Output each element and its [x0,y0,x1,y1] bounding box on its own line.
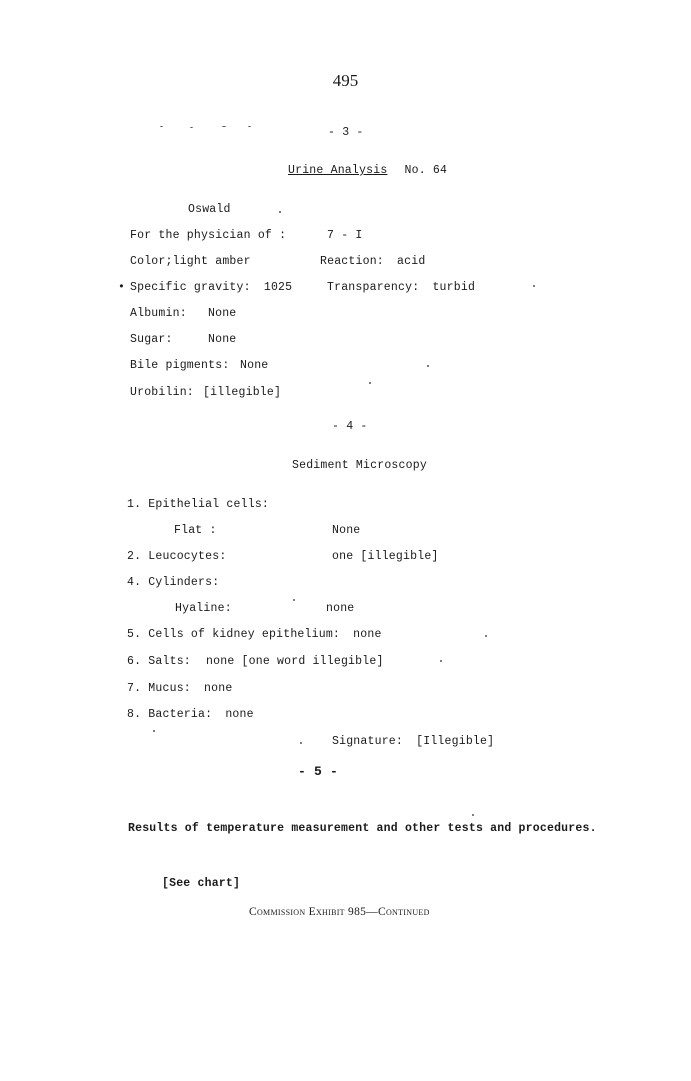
scan-speck [300,742,302,744]
mucus-label: 7. Mucus: [127,682,191,695]
epithelial-label: 1. Epithelial cells: [127,498,270,511]
scan-speck [293,599,295,601]
sediment-title: Sediment Microscopy [292,459,427,472]
mucus-field [127,682,232,695]
salts-label: 6. Salts: [127,655,191,668]
flat-label: Flat : [174,524,217,537]
reaction-value: acid [397,255,426,268]
flat-value: None [332,524,361,537]
footer-caption: Commission Exhibit 985—Continued [249,906,430,918]
signature-value: [Illegible] [416,735,495,748]
hyaline-value: none [326,602,355,615]
reaction-field [320,255,425,268]
bacteria-label: 8. Bacteria: [127,708,213,721]
salts-field [127,655,384,668]
patient-name: Oswald [188,203,231,216]
physician-label: For the physician of : [130,229,287,242]
bile-value: None [240,359,269,372]
scan-speck [153,730,155,732]
section-5-marker: - 5 - [298,764,339,779]
bullet-mark: • [118,281,126,294]
scan-speck [485,635,487,637]
scan-speck [248,126,251,127]
see-chart-note: [See chart] [162,877,241,890]
scan-speck [190,127,193,128]
reaction-label: Reaction: [320,255,384,268]
scan-speck [472,814,474,816]
cylinders-label: 4. Cylinders: [127,576,220,589]
transparency-label: Transparency: [327,281,420,294]
leucocytes-label: 2. Leucocytes: [127,550,227,563]
scan-speck [279,211,281,213]
kidney-field [127,628,382,641]
section-3-marker: - 3 - [328,126,364,139]
gravity-value: 1025 [263,281,293,294]
leucocytes-value: one [illegible] [332,550,439,563]
hyaline-label: Hyaline: [175,602,232,615]
bacteria-field [127,708,254,721]
kidney-label: 5. Cells of kidney epithelium: [127,628,341,641]
scan-speck [440,660,442,662]
scan-speck [369,382,371,384]
section-4-marker: - 4 - [332,420,368,433]
urine-analysis-title [288,164,447,177]
transparency-value: turbid [432,281,476,294]
albumin-value: None [208,307,237,320]
sugar-label: Sugar: [130,333,173,346]
signature-label: Signature: [332,735,404,748]
gravity-label: Specific gravity: [130,281,251,294]
page-number: 495 [332,71,359,90]
bile-label: Bile pigments: [130,359,230,372]
albumin-label: Albumin: [130,307,187,320]
scan-speck [222,126,226,127]
urine-analysis-number: No. 64 [404,164,448,177]
urobilin-label: Urobilin: [130,386,194,399]
gravity-field [130,281,292,294]
salts-value: none [one word illegible] [206,655,384,668]
sugar-value: None [208,333,237,346]
color-field: Color;light amber [130,255,251,268]
results-text: Results of temperature measurement and other tests and procedures. [128,822,597,835]
urine-analysis-heading: Urine Analysis [288,164,388,177]
scan-speck [160,126,163,127]
scan-speck [427,365,429,367]
transparency-field [327,281,475,294]
signature-field [332,735,494,748]
urobilin-value: [illegible] [203,386,282,399]
mucus-value: none [204,682,233,695]
bacteria-value: none [225,708,254,721]
kidney-value: none [353,628,382,641]
scan-speck [533,285,535,287]
physician-value: 7 - I [327,229,363,242]
